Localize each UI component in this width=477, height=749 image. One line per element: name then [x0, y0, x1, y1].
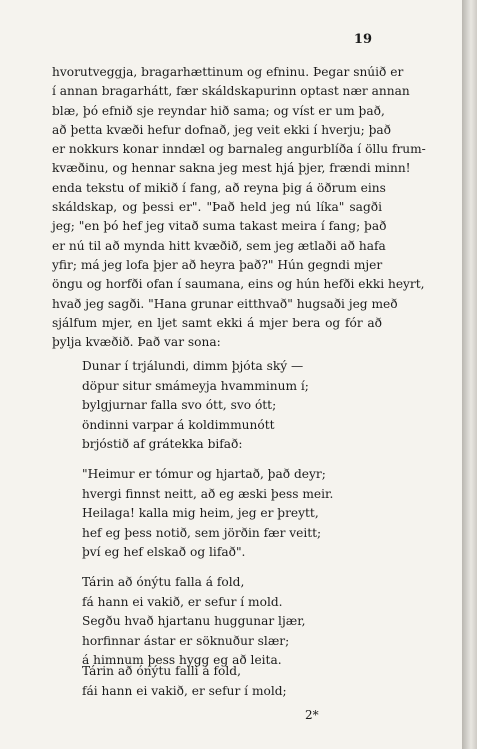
verse-line: Segðu hvað hjartanu huggunar ljær, [82, 614, 306, 628]
verse-line: Tárin að ónýtu falli á fold, [82, 664, 241, 678]
verse-line: fá hann ei vakið, er sefur í mold. [82, 594, 283, 609]
verse-line: öndinni varpar á koldimmunótt [82, 417, 275, 432]
book-spine-edge [462, 0, 477, 749]
prose-line: öngu og horfði ofan í saumana, eins og hún hefði ekki heyrt, [52, 277, 425, 292]
prose-line: hvorutveggja, bragarhættinum og efninu. Þegar snúið er [52, 65, 404, 79]
verse-line: fái hann ei vakið, er sefur í mold; [82, 683, 287, 698]
verse-line: á himnum þess hygg eg að leita. [82, 653, 282, 667]
prose-line: skáldskap, og þessi er". "Það held jeg nú líka" sagði [52, 200, 382, 215]
prose-line: hvað jeg sagði. "Hana grunar eitthvað" hugsaði jeg með [52, 296, 398, 311]
page-number: 19 [353, 32, 372, 47]
verse-line: horfinnar ástar er söknuður slær; [82, 633, 290, 648]
prose-line: að þetta kvæði hefur dofnað, jeg veit ekki í hverju; það [52, 122, 391, 137]
stanza [82, 662, 287, 701]
prose-line: kvæðinu, og hennar sakna jeg mest hjá þjer, frændi minn! [52, 161, 411, 176]
verse-line: brjóstið af grátekka bifað: [82, 437, 243, 451]
verse-line: hef eg þess notið, sem jörðin fær veitt; [82, 525, 322, 540]
prose-line: sjálfum mjer, en ljet samt ekki á mjer bera og fór að [52, 315, 382, 330]
signature-mark: 2* [305, 708, 319, 722]
stanza [82, 357, 309, 455]
prose-paragraph [52, 63, 426, 352]
prose-line: er nokkurs konar inndæl og barnaleg angurblíða í öllu frum- [52, 142, 426, 157]
prose-line: blæ, þó efnið sje reyndar hið sama; og víst er um það, [52, 103, 385, 118]
verse-line: döpur situr smámeyja hvamminum í; [82, 378, 309, 393]
verse-line: hvergi finnst neitt, að eg æski þess meir. [82, 486, 334, 501]
prose-line: yfir; má jeg lofa þjer að heyra það?" Hún gegndi mjer [52, 257, 383, 272]
verse-line: "Heimur er tómur og hjartað, það deyr; [82, 467, 326, 481]
stanza [82, 465, 333, 563]
verse-line: því eg hef elskað og lifað". [82, 545, 246, 559]
verse-line: Dunar í trjálundi, dimm þjóta ský — [82, 359, 304, 373]
verse-line: Tárin að ónýtu falla á fold, [82, 575, 245, 589]
prose-line: þylja kvæðið. Það var sona: [52, 335, 221, 350]
stanza [82, 573, 306, 671]
prose-line: er nú til að mynda hitt kvæðið, sem jeg ætlaði að hafa [52, 238, 386, 253]
prose-line: jeg; "en þó hef jeg vitað suma takast meira í fang; það [52, 219, 387, 234]
verse-line: bylgjurnar falla svo ótt, svo ótt; [82, 398, 277, 412]
prose-line: enda tekstu of mikið í fang, að reyna þig á öðrum eins [52, 180, 386, 195]
verse-line: Heilaga! kalla mig heim, jeg er þreytt, [82, 506, 319, 520]
prose-line: í annan bragarhátt, fær skáldskapurinn optast nær annan [52, 84, 410, 99]
